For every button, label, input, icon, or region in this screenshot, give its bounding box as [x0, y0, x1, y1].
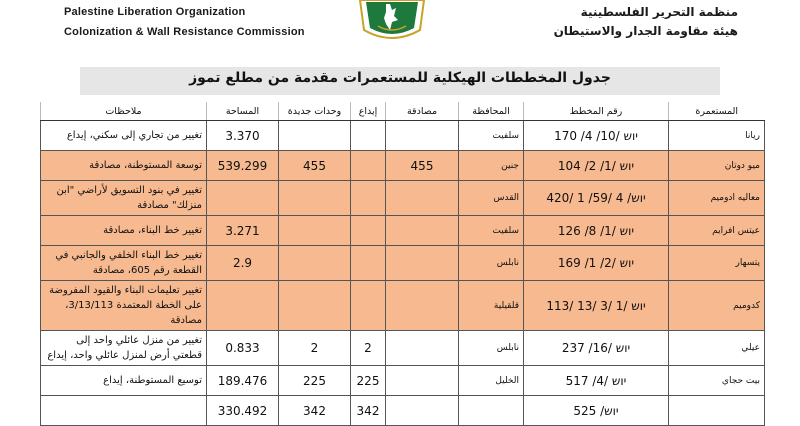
cell-deposit: [351, 281, 386, 331]
cell-approval: [386, 396, 459, 426]
cell-area: 0.833: [207, 331, 279, 366]
cell-settlement: [669, 396, 765, 426]
cell-governorate: الخليل: [459, 366, 524, 396]
table-row: [41, 366, 765, 396]
cell-plan: 170 /4 /10/ יוש: [524, 121, 669, 151]
cell-approval: 455: [386, 151, 459, 181]
cell-new-units: [279, 181, 351, 216]
cell-notes: تغيير خط البناء، مصادقة: [41, 216, 207, 246]
table-row: [41, 281, 765, 331]
cell-new-units: [279, 246, 351, 281]
cell-approval: [386, 246, 459, 281]
cell-governorate: القدس: [459, 181, 524, 216]
header-commission-en: Colonization & Wall Resistance Commission: [64, 26, 305, 38]
cell-plan: 126 /8 /1/ יוש: [524, 216, 669, 246]
cell-settlement: بيت حجاي: [669, 366, 765, 396]
cell-governorate: جنين: [459, 151, 524, 181]
header-commission-ar: هيئة مقاومة الجدار والاستيطان: [553, 24, 738, 38]
cell-governorate: نابلس: [459, 246, 524, 281]
cell-approval: [386, 331, 459, 366]
cell-deposit: 225: [351, 366, 386, 396]
table-header-row: [41, 102, 765, 121]
cell-approval: [386, 216, 459, 246]
cell-notes: توسعة المستوطنة، مصادقة: [41, 151, 207, 181]
cell-notes: [41, 396, 207, 426]
cell-notes: تغيير من تجاري إلى سكني، إيداع: [41, 121, 207, 151]
table-row: [41, 331, 765, 366]
cell-deposit: [351, 246, 386, 281]
cell-settlement: ميو دوتان: [669, 151, 765, 181]
cell-area: [207, 281, 279, 331]
col-approval: مصادقة: [386, 102, 459, 121]
cell-plan: 517 /4/ יוש: [524, 366, 669, 396]
cell-deposit: [351, 151, 386, 181]
cell-governorate: قلقيلية: [459, 281, 524, 331]
cell-settlement: يتسهار: [669, 246, 765, 281]
cell-new-units: 225: [279, 366, 351, 396]
cell-governorate: سلفيت: [459, 121, 524, 151]
cell-area: 330.492: [207, 396, 279, 426]
cell-notes: توسيع المستوطنة، إيداع: [41, 366, 207, 396]
cell-deposit: [351, 216, 386, 246]
cell-governorate: سلفيت: [459, 216, 524, 246]
table-row: [41, 246, 765, 281]
page-title: جدول المخططات الهيكلية للمستعمرات مقدمة من مطلع تموز: [189, 70, 611, 86]
col-area: المساحة: [207, 102, 279, 121]
col-governorate: المحافظة: [459, 102, 524, 121]
cell-new-units: 2: [279, 331, 351, 366]
header-org-en: Palestine Liberation Organization: [64, 6, 246, 18]
settlement-plans-table: [40, 102, 765, 426]
table-row: [41, 121, 765, 151]
cell-approval: [386, 366, 459, 396]
cell-plan: 525 /יוש: [524, 396, 669, 426]
cell-notes: تغيير في بنود التسويق لأراضي "ابن منزلك" مصادقة: [41, 181, 207, 216]
cell-approval: [386, 121, 459, 151]
cell-area: 3.370: [207, 121, 279, 151]
cell-area: 539.299: [207, 151, 279, 181]
table-row: [41, 396, 765, 426]
cell-plan: 420/ 1 /59/ 4 /יוש: [524, 181, 669, 216]
cell-area: 189.476: [207, 366, 279, 396]
cell-notes: تغيير من منزل عائلي واحد إلى قطعتي أرض لمنزل عائلي واحد، إيداع: [41, 331, 207, 366]
table-row: [41, 151, 765, 181]
col-notes: ملاحظات: [41, 102, 207, 121]
cell-deposit: [351, 121, 386, 151]
cell-new-units: [279, 281, 351, 331]
cell-plan: 169 /1 /2/ יוש: [524, 246, 669, 281]
col-plan: رقم المخطط: [524, 102, 669, 121]
cell-governorate: [459, 396, 524, 426]
col-deposit: إيداع: [351, 102, 386, 121]
cell-new-units: 342: [279, 396, 351, 426]
cell-plan: 113/ 13/ 3/ 1/ יוש: [524, 281, 669, 331]
table-row: [41, 181, 765, 216]
cell-deposit: 2: [351, 331, 386, 366]
cell-notes: تغيير خط البناء الخلفي والجانبي في القطعة رقم 605، مصادقة: [41, 246, 207, 281]
cell-area: 3.271: [207, 216, 279, 246]
col-settlement: المستعمرة: [669, 102, 765, 121]
cell-settlement: ريانا: [669, 121, 765, 151]
commission-logo-icon: [356, 0, 428, 44]
cell-new-units: 455: [279, 151, 351, 181]
table-row: [41, 216, 765, 246]
cell-governorate: نابلس: [459, 331, 524, 366]
cell-new-units: [279, 216, 351, 246]
col-new-units: وحدات جديدة: [279, 102, 351, 121]
cell-settlement: عيلي: [669, 331, 765, 366]
cell-approval: [386, 281, 459, 331]
header-org-ar: منظمة التحرير الفلسطينية: [580, 5, 738, 19]
cell-deposit: [351, 181, 386, 216]
cell-area: 2.9: [207, 246, 279, 281]
cell-approval: [386, 181, 459, 216]
cell-settlement: عيتس افرايم: [669, 216, 765, 246]
cell-notes: تغيير تعليمات البناء والقيود المفروضة على الخطة المعتمدة 3/13/113، مصادقة: [41, 281, 207, 331]
cell-deposit: 342: [351, 396, 386, 426]
cell-area: [207, 181, 279, 216]
cell-plan: 237 /16/ יוש: [524, 331, 669, 366]
cell-settlement: معاليه ادوميم: [669, 181, 765, 216]
cell-new-units: [279, 121, 351, 151]
cell-plan: 104 /2 /1/ יוש: [524, 151, 669, 181]
cell-settlement: كدوميم: [669, 281, 765, 331]
